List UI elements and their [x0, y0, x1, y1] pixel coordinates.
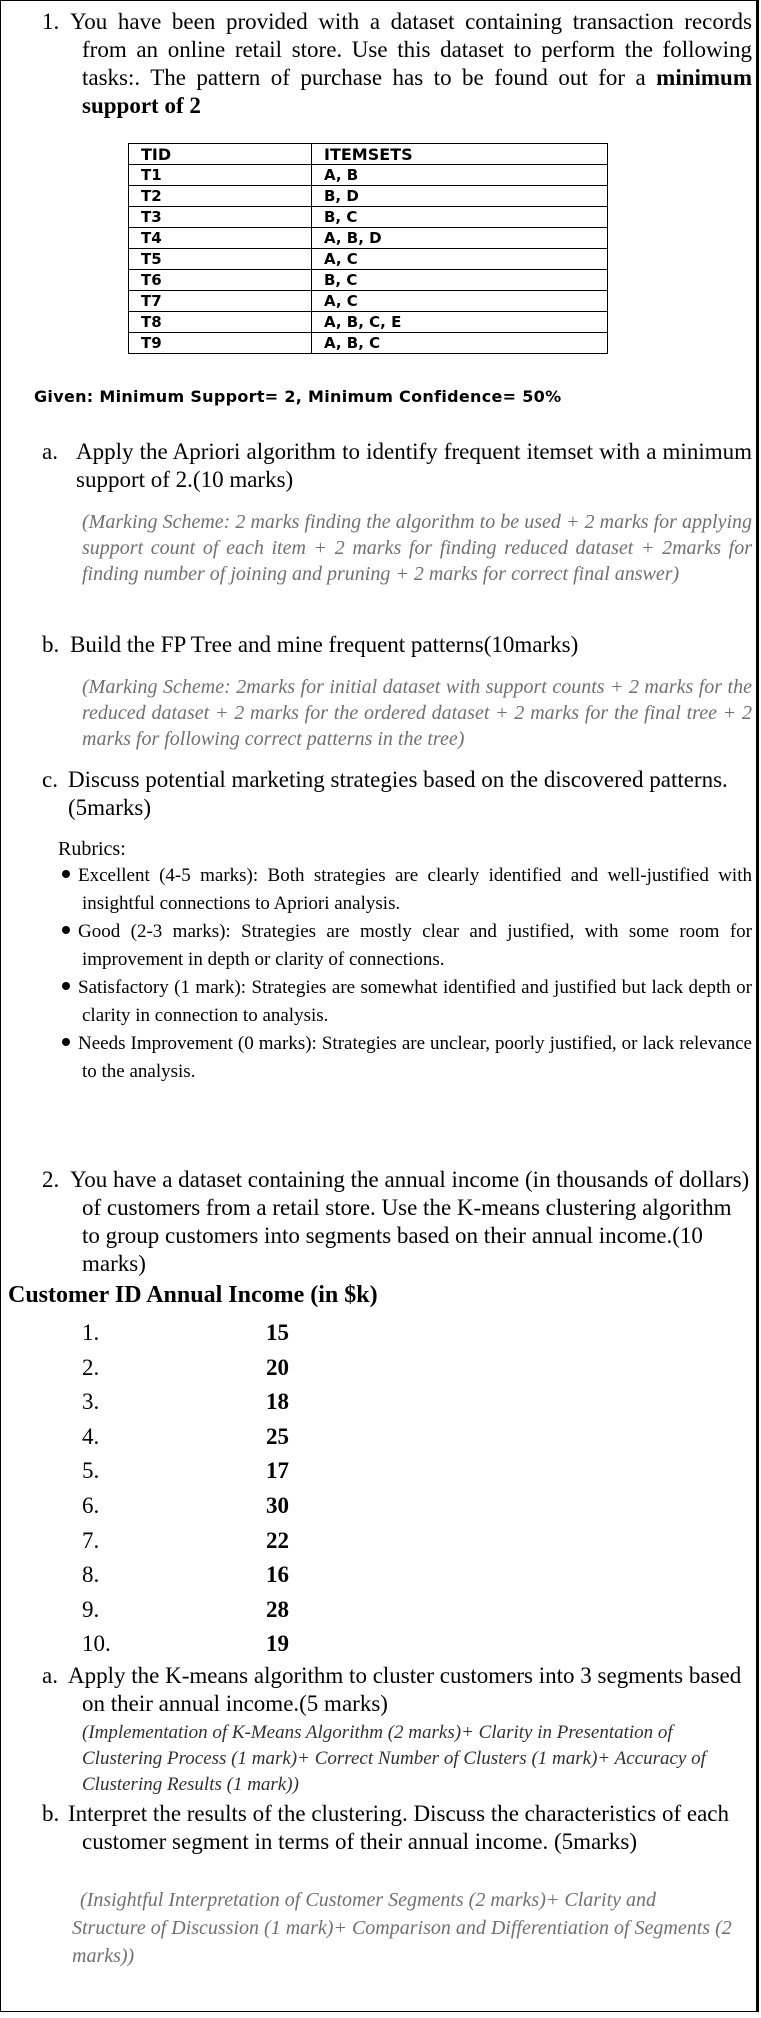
- bullet-icon: [62, 870, 70, 878]
- q1-prompt-bold: minimum support of 2: [82, 65, 752, 118]
- customer-id: 8.: [82, 1562, 100, 1588]
- customer-income: 22: [266, 1527, 289, 1553]
- table-row: [129, 207, 608, 228]
- customer-row: [0, 1420, 400, 1454]
- customer-id: 1.: [82, 1320, 100, 1345]
- customer-income: 28: [266, 1596, 289, 1622]
- tid-cell: T8: [129, 312, 312, 333]
- bullet-icon: [62, 1038, 70, 1046]
- rubric-item: [40, 974, 752, 1030]
- itemset-cell: A, B, D: [312, 228, 608, 249]
- tid-cell: T4: [129, 228, 312, 249]
- table-row: [129, 186, 608, 207]
- customer-income: 19: [266, 1631, 289, 1657]
- customer-row: [0, 1454, 400, 1488]
- q1c-text-content: Discuss potential marketing strategies based on the discovered patterns.(5marks): [68, 767, 728, 820]
- given-parameters: Given: Minimum Support= 2, Minimum Confidence= 50%: [34, 387, 562, 406]
- table-header-row: [129, 144, 608, 165]
- q1c-label: c.: [42, 767, 58, 792]
- tid-cell: T5: [129, 249, 312, 270]
- tid-cell: T6: [129, 270, 312, 291]
- q2b-text: Interpret the results of the clustering. Discuss the characteristics of each customer segment in terms of their annual income. (5marks): [68, 1801, 730, 1854]
- table-row: [129, 270, 608, 291]
- q1-number: 1.: [42, 9, 60, 34]
- q1-prompt: [70, 8, 752, 120]
- customer-row: [0, 1351, 400, 1385]
- customer-id: 7.: [82, 1527, 100, 1553]
- customer-id: 5.: [82, 1458, 100, 1484]
- q2a-text: Apply the K-means algorithm to cluster customers into 3 segments based on their annual income.(5 marks): [68, 1663, 742, 1716]
- q1-prompt-text: You have been provided with a dataset containing transaction records from an online retail store. Use this dataset to perform the following tasks:. The pattern of purchase has to be found out for a: [70, 9, 752, 90]
- q1b-marking-scheme: (Marking Scheme: 2marks for initial dataset with support counts + 2 marks for the reduced dataset + 2 marks for the ordered dataset + 2 marks for the final tree + 2 marks for following correct patterns in the tree): [82, 676, 752, 750]
- bullet-icon: [62, 926, 70, 934]
- q2a-label: a.: [42, 1663, 58, 1688]
- rubrics-title: Rubrics:: [58, 838, 126, 860]
- table-row: [129, 291, 608, 312]
- q2-number: 2.: [42, 1167, 60, 1192]
- itemset-cell: B, C: [312, 270, 608, 291]
- itemset-cell: B, C: [312, 207, 608, 228]
- customer-income: 30: [266, 1493, 289, 1518]
- customer-id: 2.: [82, 1354, 100, 1380]
- itemset-cell: B, D: [312, 186, 608, 207]
- customer-income: 20: [266, 1354, 289, 1380]
- itemsets-header: ITEMSETS: [312, 144, 608, 165]
- customer-row: [0, 1385, 400, 1419]
- customer-income: 25: [266, 1423, 289, 1449]
- bullet-icon: [62, 982, 70, 990]
- itemset-cell: A, B, C, E: [312, 312, 608, 333]
- customer-income: 15: [266, 1320, 289, 1345]
- customer-id: 6.: [82, 1493, 100, 1518]
- tid-cell: T2: [129, 186, 312, 207]
- rubric-text: Good (2-3 marks): Strategies are mostly clear and justified, with some room for improvement in depth or clarity of connections.: [78, 921, 752, 970]
- q1a-marking-scheme: (Marking Scheme: 2 marks finding the algorithm to be used + 2 marks for applying support count of each item + 2 marks for finding reduced dataset + 2marks for finding number of joining and pruning + 2 marks for correct final answer): [82, 511, 752, 585]
- tid-cell: T9: [129, 333, 312, 354]
- customer-row: [0, 1627, 400, 1661]
- customer-row: [0, 1524, 400, 1558]
- customer-id: 10.: [82, 1631, 111, 1657]
- table-row: [129, 312, 608, 333]
- itemset-cell: A, C: [312, 249, 608, 270]
- customer-row: [0, 1593, 400, 1627]
- table-row: [129, 228, 608, 249]
- table-row: [129, 333, 608, 354]
- customer-row: [0, 1489, 400, 1523]
- table-row: [129, 249, 608, 270]
- itemset-cell: A, C: [312, 291, 608, 312]
- customer-income: 17: [266, 1458, 289, 1484]
- customer-id: 3.: [82, 1389, 100, 1415]
- customer-row: [0, 1316, 400, 1350]
- rubric-item: [40, 918, 752, 974]
- customer-income: 18: [266, 1389, 289, 1415]
- q1c-text: [68, 766, 754, 822]
- rubric-item: [40, 1030, 752, 1086]
- table-row: [129, 165, 608, 186]
- q1b-text: Build the FP Tree and mine frequent patterns(10marks): [70, 632, 579, 657]
- customer-income: 16: [266, 1562, 289, 1588]
- tid-cell: T1: [129, 165, 312, 186]
- customer-id: 4.: [82, 1423, 100, 1449]
- q1a-label: a.: [42, 439, 58, 464]
- itemset-cell: A, B: [312, 165, 608, 186]
- tid-cell: T3: [129, 207, 312, 228]
- transactions-table: [128, 143, 608, 354]
- q2b-label: b.: [42, 1801, 60, 1826]
- q1b-label: b.: [42, 632, 60, 657]
- rubric-item: [40, 862, 752, 918]
- rubric-text: Satisfactory (1 mark): Strategies are somewhat identified and justified but lack depth or clarity in connection to analysis.: [78, 977, 752, 1026]
- tid-header: TID: [129, 144, 312, 165]
- q2-prompt: You have a dataset containing the annual income (in thousands of dollars) of customers from a retail store. Use the K-means clustering algorithm to group customers into segments based on their annual income.(10 marks): [70, 1167, 750, 1276]
- itemset-cell: A, B, C: [312, 333, 608, 354]
- customer-row: [0, 1558, 400, 1592]
- q2b-marking-scheme: (Insightful Interpretation of Customer Segments (2 marks)+ Clarity and Structure of Discussion (1 mark)+ Comparison and Differentiation of Segments (2 marks)): [72, 1889, 732, 1967]
- q1a-text: Apply the Apriori algorithm to identify frequent itemset with a minimum support of 2.(10 marks): [76, 439, 752, 492]
- customer-id: 9.: [82, 1596, 100, 1622]
- customer-table-header: Customer ID Annual Income (in $k): [8, 1282, 378, 1308]
- rubric-text: Excellent (4-5 marks): Both strategies are clearly identified and well-justified with insightful connections to Apriori analysis.: [78, 865, 752, 914]
- tid-cell: T7: [129, 291, 312, 312]
- rubric-text: Needs Improvement (0 marks): Strategies are unclear, poorly justified, or lack relevance to the analysis.: [78, 1033, 752, 1082]
- q2a-marking-scheme: (Implementation of K-Means Algorithm (2 marks)+ Clarity in Presentation of Clustering Process (1 mark)+ Correct Number of Clusters (1 mark)+ Accuracy of Clustering Results (1 mark)): [82, 1722, 706, 1795]
